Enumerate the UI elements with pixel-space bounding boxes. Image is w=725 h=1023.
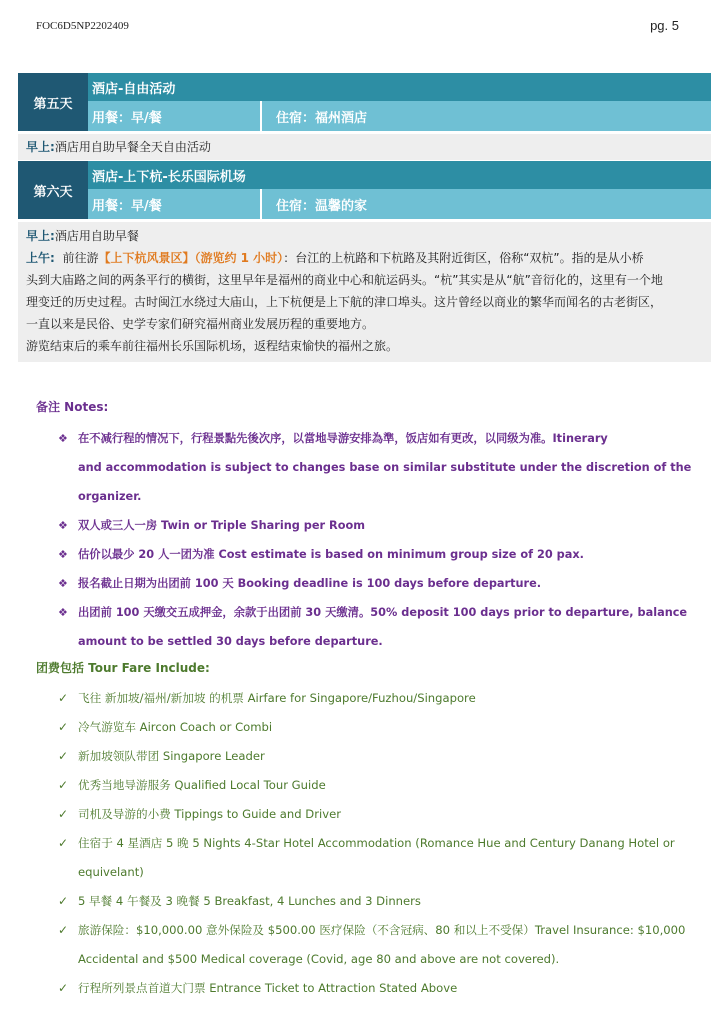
day6-header [18,161,711,219]
day6-title: 酒店-上下杭-长乐国际机场 [88,161,711,189]
diamond-bullet-icon: ❖ [58,519,68,532]
check-icon: ✓ [58,807,69,821]
fare-item: ✓ 新加坡领队带团 Singapore Leader [58,742,698,771]
fare-item: ✓ 飞往 新加坡/福州/新加坡 的机票 Airfare for Singapore/Fuzhou/Singapore [58,684,698,713]
fare-item: ✓ 住宿于 4 星酒店 5 晚 5 Nights 4-Star Hotel Accommodation (Romance Hue and Century Danang Hotel or equivelant) [58,829,698,887]
day6-afternoon-line3: 理变迁的历史过程。古时闽江水绕过大庙山，上下杭便是上下航的津口埠头。这片曾经以商业的繁华而闻名的古老街区， [26,295,663,309]
check-icon: ✓ [58,691,69,705]
day6-afternoon-label: 上午: [26,251,55,265]
day6-label: 第六天 [18,161,88,219]
day6-morning-label: 早上: [26,229,55,243]
check-icon: ✓ [58,836,69,850]
fare-item: ✓ 司机及导游的小费 Tippings to Guide and Driver [58,800,698,829]
day6-afternoon-line2: 头到大庙路之间的两条平行的横街，这里早年是福州的商业中心和航运码头。“杭”其实是从“航”音衍化的，这里有一个地 [26,273,663,287]
day6-afternoon-line4: 一直以来是民俗、史学专家们研究福州商业发展历程的重要地方。 [26,317,375,331]
notes-list [58,424,698,656]
day6-meals: 用餐：早/餐 [88,189,262,219]
day6-afternoon-line1: ：台江的上杭路和下杭路及其附近街区，俗称“双杭”。指的是从小桥 [283,251,644,265]
fare-item: ✓ 行程所列景点首道大门票 Entrance Ticket to Attraction Stated Above [58,974,698,1003]
diamond-bullet-icon: ❖ [58,548,68,561]
day5-hotel: 住宿：福州酒店 [262,101,711,131]
diamond-bullet-icon: ❖ [58,606,68,619]
day6-description [18,222,711,362]
note-item: ❖ 估价以最少 20 人一团为准 Cost estimate is based on minimum group size of 20 pax. [58,540,698,569]
day5-description [18,134,711,160]
day5-label: 第五天 [18,73,88,131]
day6-afternoon-intro: 前往游 [62,251,99,265]
document-code: FOC6D5NP2202409 [36,20,129,32]
check-icon: ✓ [58,720,69,734]
fare-item: ✓ 冷气游览车 Aircon Coach or Combi [58,713,698,742]
day6-hotel: 住宿：温馨的家 [262,189,711,219]
fare-list [58,684,698,1003]
fare-item: ✓ 优秀当地导游服务 Qualified Local Tour Guide [58,771,698,800]
note-item: ❖ 在不减行程的情况下，行程景點先後次序，以當地导游安排為準，饭店如有更改，以同级为准。Itinerary and accommodation is subject to changes base on similar substitute under the discretion of the organizer. [58,424,698,511]
fare-item: ✓ 旅游保险：$10,000.00 意外保险及 $500.00 医疗保险（不含冠病、80 和以上不受保）Travel Insurance: $10,000 Accidental and $500 Medical coverage (Covid, age 80 and above are not covered). [58,916,698,974]
day5-morning-label: 早上: [26,140,55,154]
note-item: ❖ 双人或三人一房 Twin or Triple Sharing per Room [58,511,698,540]
notes-title: 备注 Notes: [36,400,109,414]
check-icon: ✓ [58,749,69,763]
diamond-bullet-icon: ❖ [58,577,68,590]
day5-title: 酒店-自由活动 [88,73,711,101]
diamond-bullet-icon: ❖ [58,432,68,445]
fare-item: ✓ 5 早餐 4 午餐及 3 晚餐 5 Breakfast, 4 Lunches and 3 Dinners [58,887,698,916]
day6-closing-text: 游览结束后的乘车前往福州长乐国际机场，返程结束愉快的福州之旅。 [26,339,399,353]
check-icon: ✓ [58,894,69,908]
day5-header [18,73,711,131]
note-item: ❖ 报名截止日期为出团前 100 天 Booking deadline is 100 days before departure. [58,569,698,598]
page-number: pg. 5 [650,18,679,33]
day6-attraction: 【上下杭风景区】（游览约 1 小时） [98,251,284,265]
check-icon: ✓ [58,981,69,995]
day5-meals: 用餐：早/餐 [88,101,262,131]
check-icon: ✓ [58,778,69,792]
day5-morning-text: 酒店用自助早餐全天自由活动 [54,140,211,154]
check-icon: ✓ [58,923,69,937]
note-item: ❖ 出团前 100 天缴交五成押金，余款于出团前 30 天缴清。50% deposit 100 days prior to departure, balance amount to be settled 30 days before departure. [58,598,698,656]
fare-title: 团费包括 Tour Fare Include: [36,661,210,675]
day6-morning-text: 酒店用自助早餐 [54,229,139,243]
